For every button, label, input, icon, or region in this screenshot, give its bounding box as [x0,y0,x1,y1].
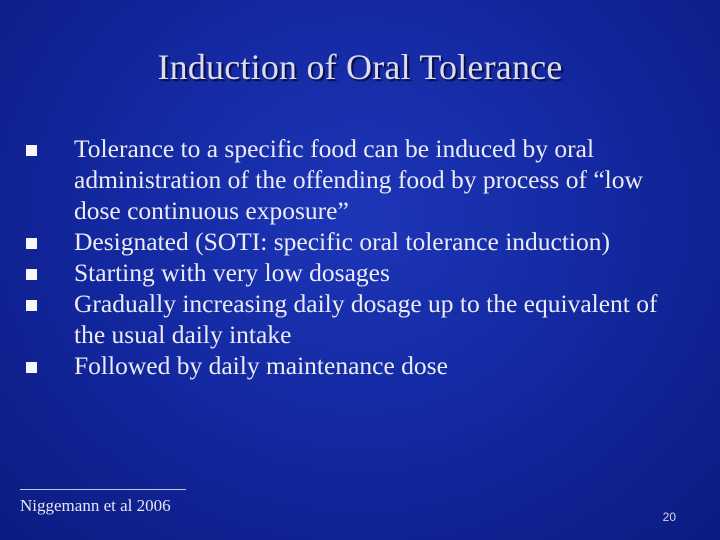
page-number: 20 [662,510,676,524]
square-bullet-icon [26,300,37,311]
slide-title: Induction of Oral Tolerance [157,47,563,87]
citation-rule [20,489,186,490]
citation: Niggemann et al 2006 [20,496,171,515]
bullet-item [22,350,682,381]
square-bullet-icon [26,362,37,373]
bullet-item [22,133,682,226]
bullet-text: Designated (SOTI: specific oral tolerance induction) [74,227,611,256]
bullet-text: Gradually increasing daily dosage up to the equivalent of the usual daily intake [74,289,658,349]
bullet-item [22,288,682,350]
bullet-item [22,257,682,288]
bullet-text: Tolerance to a specific food can be induced by oral administration of the offending food by process of “low dose continuous exposure” [74,134,643,225]
square-bullet-icon [26,269,37,280]
bullet-text: Followed by daily maintenance dose [74,351,448,380]
bullet-item [22,226,682,257]
bullet-list [22,133,682,381]
square-bullet-icon [26,145,37,156]
bullet-text: Starting with very low dosages [74,258,390,287]
square-bullet-icon [26,238,37,249]
